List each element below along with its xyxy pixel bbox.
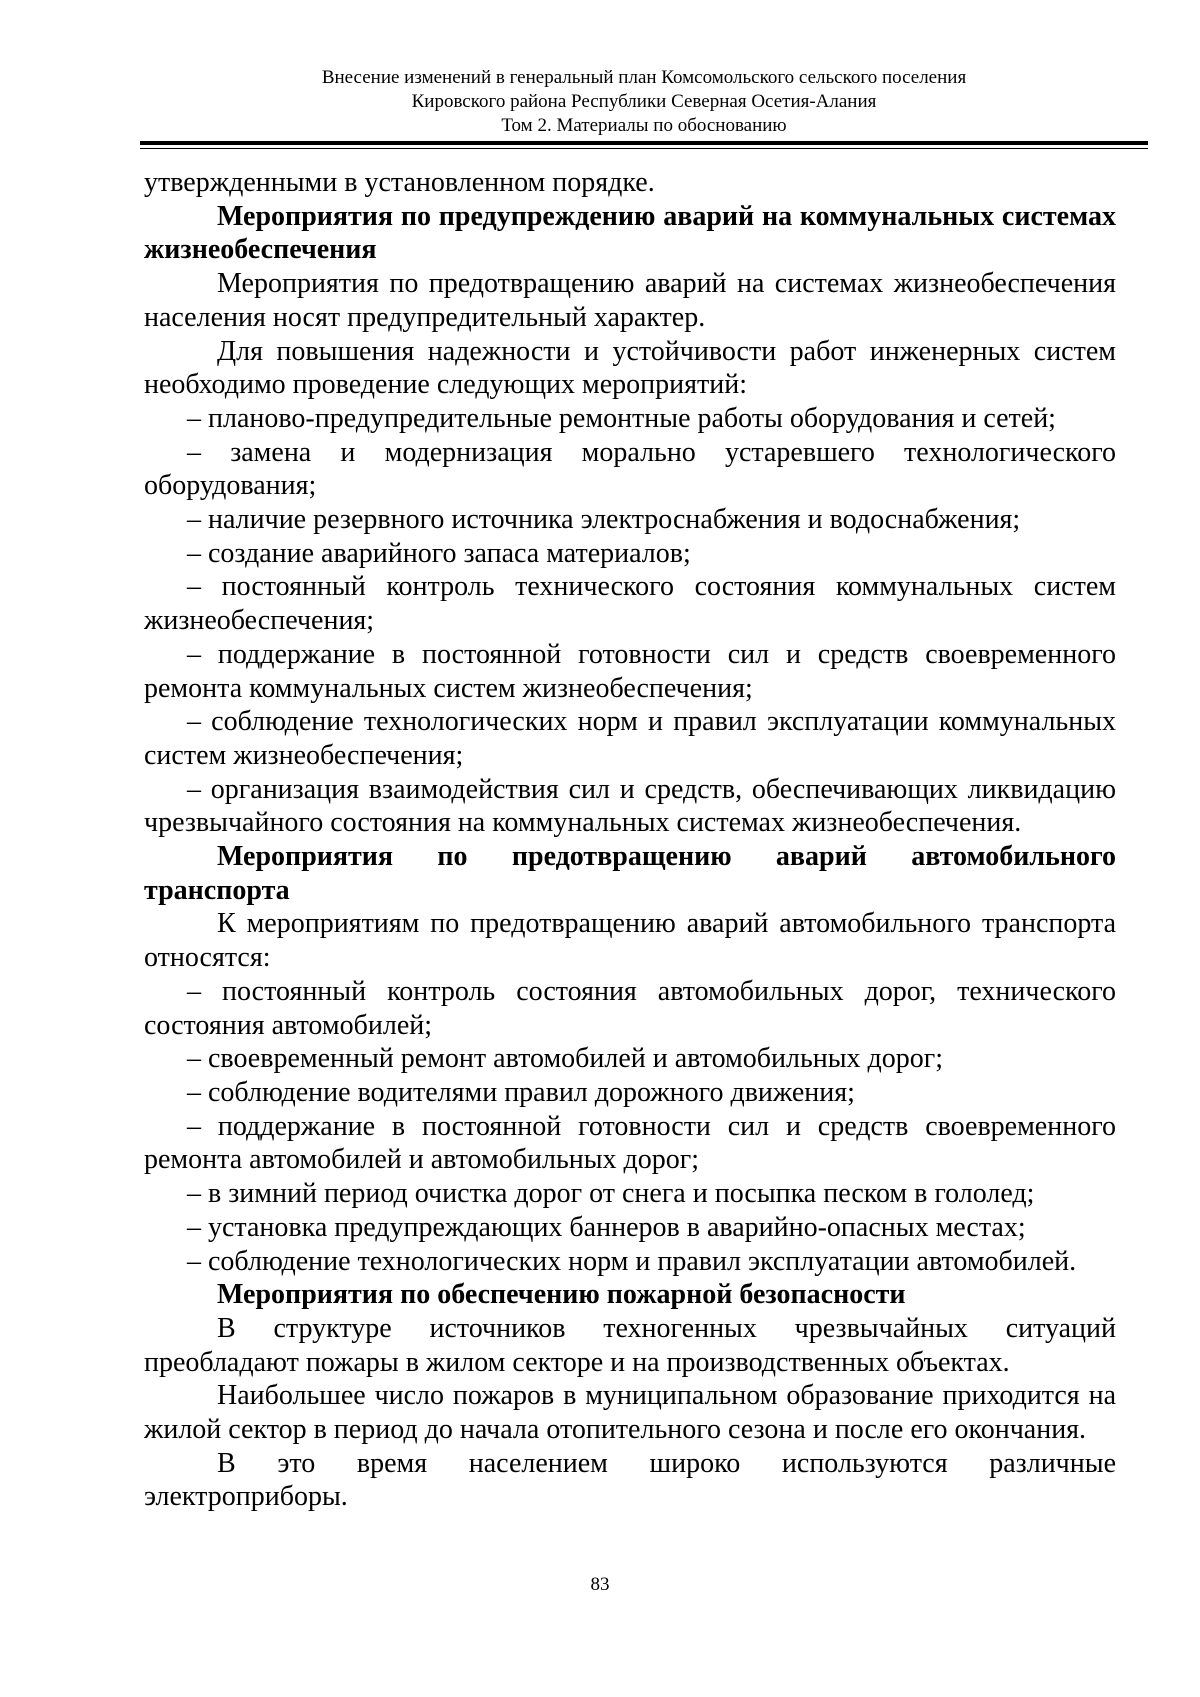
paragraph: Для повышения надежности и устойчивости работ инженерных систем необходимо проведение следующих мероприятий: xyxy=(144,335,1116,401)
header-rule-thick xyxy=(140,141,1148,145)
paragraph: Мероприятия по предотвращению аварий на системах жизнеобеспечения населения носят предупредительный характер. xyxy=(144,268,1116,333)
paragraph: К мероприятиям по предотвращению аварий автомобильного транспорта относятся: xyxy=(144,908,1116,974)
header-rule-thin xyxy=(140,148,1148,149)
list-item: – наличие резервного источника электроснабжения и водоснабжения; xyxy=(187,504,1021,536)
page-number: 83 xyxy=(590,1574,610,1595)
header-line-3: Том 2. Материалы по обоснованию xyxy=(501,115,787,136)
list-item: – своевременный ремонт автомобилей и автомобильных дорог; xyxy=(187,1043,944,1075)
list-item: – постоянный контроль технического состояния коммунальных систем жизнеобеспечения; xyxy=(144,571,1116,637)
list-item: – установка предупреждающих баннеров в аварийно-опасных местах; xyxy=(187,1211,1026,1243)
paragraph: В структуре источников техногенных чрезвычайных ситуаций преобладают пожары в жилом секторе и на производственных объектах. xyxy=(144,1312,1116,1378)
list-item: – соблюдение водителями правил дорожного движения; xyxy=(187,1076,855,1108)
header-line-2: Кировского района Республики Северная Осетия-Алания xyxy=(411,91,877,112)
section-heading-utilities: Мероприятия по предупреждению аварий на коммунальных системах жизнеобеспечения xyxy=(144,200,1116,266)
document-body xyxy=(144,166,1116,1514)
running-header xyxy=(140,66,1148,138)
paragraph: В это время населением широко используются различные электроприборы. xyxy=(144,1447,1116,1513)
header-line-1: Внесение изменений в генеральный план Комсомольского сельского поселения xyxy=(321,67,967,88)
list-item: – создание аварийного запаса материалов; xyxy=(187,537,691,569)
paragraph: Наибольшее число пожаров в муниципальном образование приходится на жилой сектор в период до начала отопительного сезона и после его окончания. xyxy=(144,1380,1116,1446)
list-item: – соблюдение технологических норм и правил эксплуатации коммунальных систем жизнеобеспечения; xyxy=(144,706,1116,771)
list-item: – соблюдение технологических норм и правил эксплуатации автомобилей. xyxy=(187,1245,1077,1277)
list-item: – планово-предупредительные ремонтные работы оборудования и сетей; xyxy=(187,402,1056,434)
section-heading-fire-safety: Мероприятия по обеспечению пожарной безопасности xyxy=(217,1279,906,1311)
list-item: – организация взаимодействия сил и средств, обеспечивающих ликвидацию чрезвычайного состояния на коммунальных системах жизнеобеспечения. xyxy=(144,773,1116,839)
list-item: – поддержание в постоянной готовности сил и средств своевременного ремонта коммунальных систем жизнеобеспечения; xyxy=(144,638,1116,704)
paragraph: утвержденными в установленном порядке. xyxy=(144,167,655,198)
list-item: – замена и модернизация морально устаревшего технологического оборудования; xyxy=(144,436,1116,502)
list-item: – в зимний период очистка дорог от снега и посыпка песком в гололед; xyxy=(187,1178,1035,1210)
section-heading-transport: Мероприятия по предотвращению аварий автомобильного транспорта xyxy=(144,841,1116,906)
list-item: – поддержание в постоянной готовности сил и средств своевременного ремонта автомобилей и автомобильных дорог; xyxy=(144,1110,1116,1176)
list-item: – постоянный контроль состояния автомобильных дорог, технического состояния автомобилей; xyxy=(144,975,1116,1041)
